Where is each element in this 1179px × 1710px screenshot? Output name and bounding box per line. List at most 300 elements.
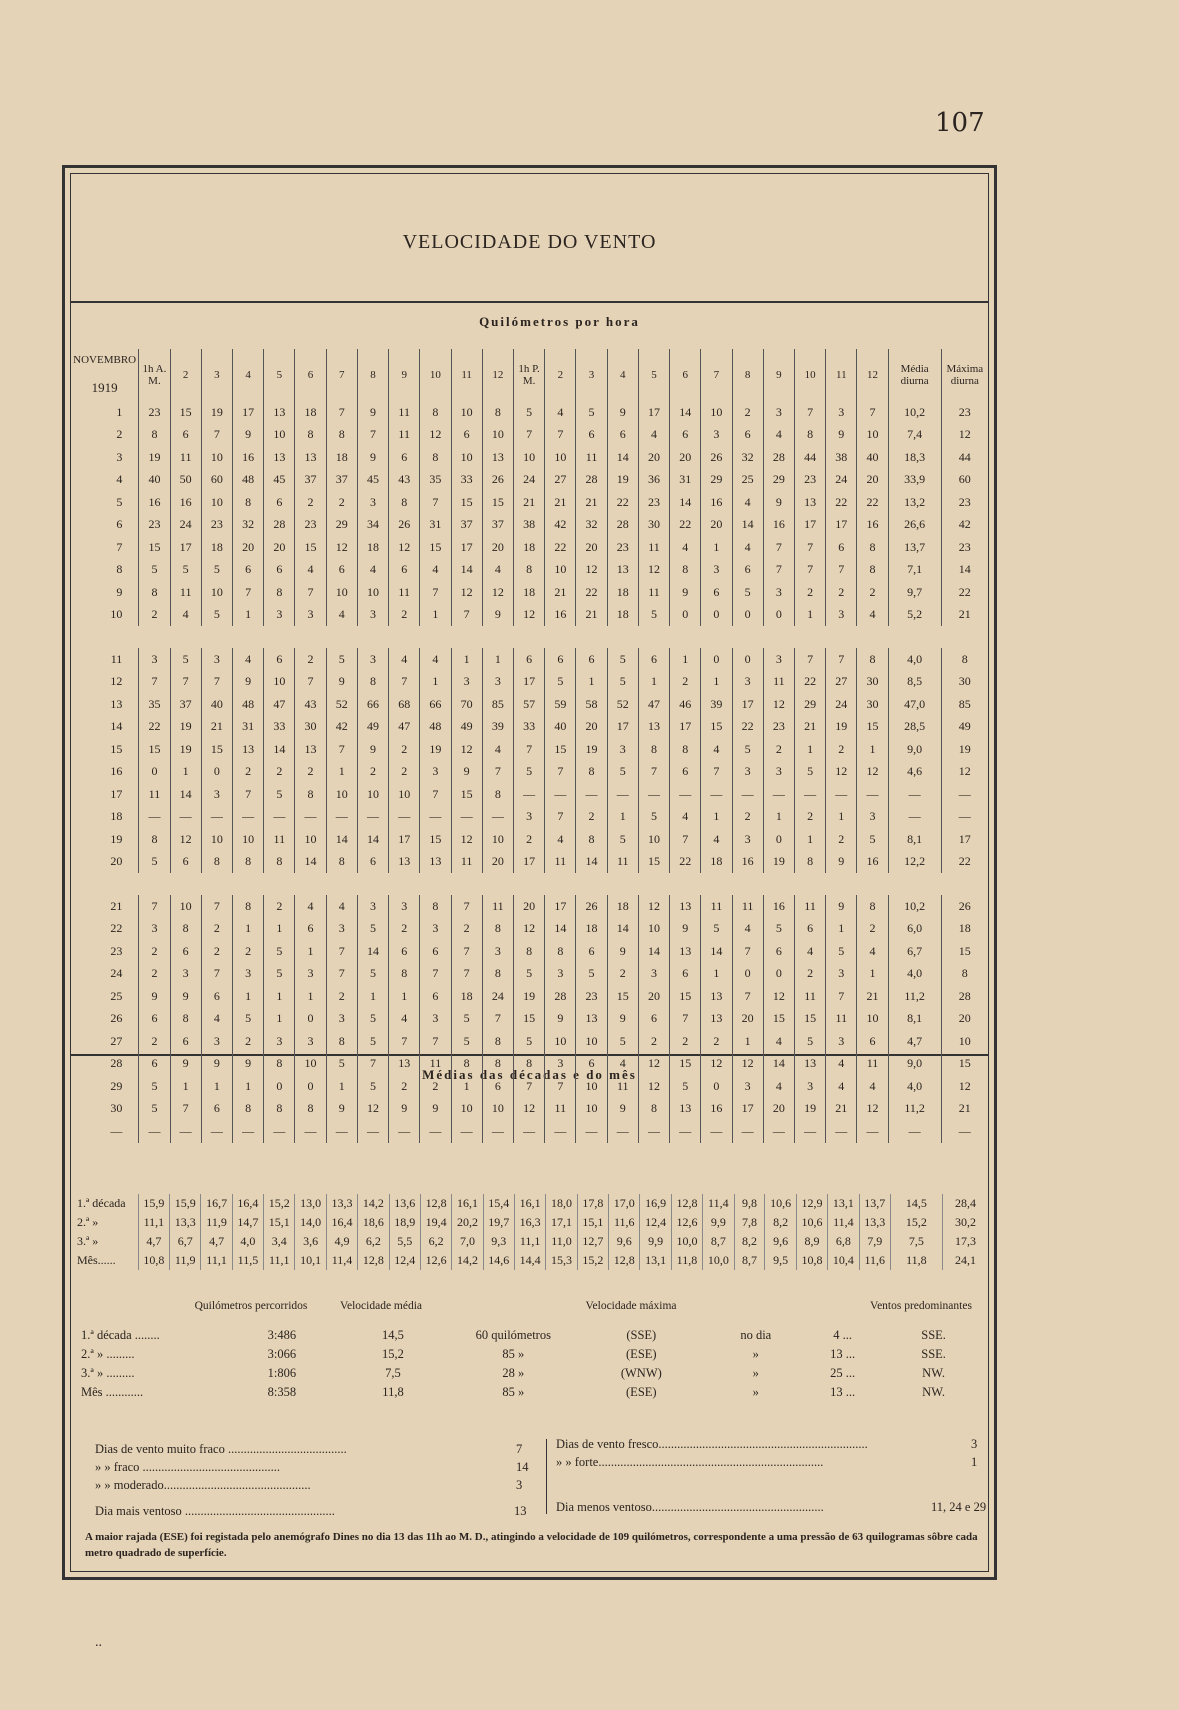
hour-value: 47 — [638, 693, 669, 716]
hour-value: 20 — [264, 536, 295, 559]
hour-value: 31 — [233, 716, 264, 739]
hour-value: 6 — [513, 648, 544, 671]
decade-value: 10,0 — [671, 1232, 702, 1251]
hour-value: 3 — [326, 918, 357, 941]
summary-dia: 13 ... — [830, 1347, 856, 1361]
hour-value: 5 — [139, 559, 170, 582]
hour-value: 13 — [607, 559, 638, 582]
hour-value: 10 — [201, 446, 232, 469]
hour-value: 11 — [389, 581, 420, 604]
hour-value: 7 — [482, 761, 513, 784]
decade-row — [71, 1194, 988, 1213]
hour-value: 1 — [670, 648, 701, 671]
hour-value: 18 — [295, 401, 326, 424]
hour-value: 10 — [576, 1075, 607, 1098]
hour-value: 9 — [607, 1008, 638, 1031]
daily-max: 22 — [941, 851, 988, 874]
hour-value: 9 — [607, 940, 638, 963]
daily-mean: 11,2 — [888, 1098, 941, 1121]
daily-max: 8 — [941, 963, 988, 986]
decade-value: 16,7 — [201, 1194, 232, 1213]
hour-value: — — [451, 806, 482, 829]
hour-value: 9 — [420, 1098, 451, 1121]
hour-value: 19 — [576, 738, 607, 761]
hour-value: 3 — [607, 738, 638, 761]
hour-value: 13 — [701, 985, 732, 1008]
daily-max: 12 — [941, 1075, 988, 1098]
hour-value: 10 — [451, 401, 482, 424]
hour-value: 2 — [389, 604, 420, 627]
hour-value: 27 — [545, 469, 576, 492]
decade-value: 18,0 — [546, 1194, 577, 1213]
daily-max: 49 — [941, 716, 988, 739]
hour-value: 20 — [576, 536, 607, 559]
hour-value: 5 — [607, 828, 638, 851]
hour-value: 8 — [857, 648, 888, 671]
hour-value: 5 — [513, 963, 544, 986]
daily-max: — — [941, 1120, 988, 1143]
hour-value: 4 — [826, 1075, 857, 1098]
hour-value: 22 — [607, 491, 638, 514]
hour-value: 13 — [264, 401, 295, 424]
hour-value: 15 — [545, 738, 576, 761]
hour-value: 37 — [295, 469, 326, 492]
hour-value: 9 — [233, 424, 264, 447]
hour-value: 13 — [576, 1008, 607, 1031]
hour-value: 11 — [638, 581, 669, 604]
hour-value: 1 — [826, 806, 857, 829]
hour-value: 7 — [233, 581, 264, 604]
daily-mean: 10,2 — [888, 895, 941, 918]
decade-value: 9,8 — [734, 1194, 765, 1213]
summary-row — [77, 1364, 988, 1383]
hour-value: 10 — [857, 1008, 888, 1031]
hour-value: 2 — [264, 895, 295, 918]
hour-value: 6 — [576, 1053, 607, 1076]
hour-value: 6 — [670, 761, 701, 784]
day-cell: 8 — [116, 562, 123, 577]
decade-value: 7,8 — [734, 1213, 765, 1232]
hour-value: 3 — [732, 828, 763, 851]
hour-value: 4 — [201, 1008, 232, 1031]
table-row — [71, 559, 988, 582]
hour-value: 7 — [201, 963, 232, 986]
hour-value: 48 — [233, 469, 264, 492]
hour-value: 5 — [513, 1030, 544, 1053]
hour-value: 3 — [763, 581, 794, 604]
hour-value: 1 — [420, 604, 451, 627]
table-row — [71, 491, 988, 514]
hour-value: 15 — [482, 491, 513, 514]
hour-value: 5 — [201, 559, 232, 582]
hour-value: 0 — [763, 963, 794, 986]
hour-value: 5 — [607, 648, 638, 671]
hour-value: 3 — [732, 671, 763, 694]
hour-value: 7 — [513, 1075, 544, 1098]
hour-value: 1 — [357, 985, 388, 1008]
hour-header: 6 — [295, 349, 326, 401]
hour-value: 59 — [545, 693, 576, 716]
table-row — [71, 446, 988, 469]
hour-value: 49 — [357, 716, 388, 739]
hour-value: 6 — [670, 424, 701, 447]
hour-value: 8 — [670, 738, 701, 761]
hour-value: 57 — [513, 693, 544, 716]
hour-value: 5 — [139, 1098, 170, 1121]
hour-value: 23 — [201, 514, 232, 537]
decade-value: 12,9 — [796, 1194, 827, 1213]
hour-value: 14 — [701, 940, 732, 963]
decades-table — [71, 1194, 988, 1270]
daily-max: 23 — [941, 536, 988, 559]
hour-value: 8 — [794, 424, 825, 447]
hour-header: 2 — [170, 349, 201, 401]
hour-value: 2 — [326, 491, 357, 514]
hour-value: 16 — [857, 851, 888, 874]
hour-value: 2 — [264, 761, 295, 784]
decade-value: 12,4 — [640, 1213, 671, 1232]
hour-header: 9 — [389, 349, 420, 401]
summary-km: 8:358 — [267, 1385, 297, 1399]
hour-value: 22 — [670, 851, 701, 874]
table-row — [71, 671, 988, 694]
decade-value: 12,8 — [358, 1251, 389, 1270]
hour-value: 38 — [513, 514, 544, 537]
hour-value: 15 — [670, 985, 701, 1008]
hour-value: 7 — [451, 940, 482, 963]
hour-value: 6 — [857, 1030, 888, 1053]
hour-value: 30 — [857, 671, 888, 694]
table-row — [71, 918, 988, 941]
month-year-header — [71, 349, 139, 401]
decade-value: 9,6 — [609, 1232, 640, 1251]
hour-value: 8 — [264, 581, 295, 604]
hour-value: 16 — [701, 1098, 732, 1121]
forte-label: » » forte........................................................................ — [556, 1455, 824, 1469]
hour-value: 11 — [139, 783, 170, 806]
hour-value: 1 — [857, 963, 888, 986]
hour-value: 37 — [326, 469, 357, 492]
hour-value: 4 — [763, 1030, 794, 1053]
hour-value: 20 — [513, 895, 544, 918]
hour-value: 4 — [607, 1053, 638, 1076]
hour-value: 47 — [389, 716, 420, 739]
hour-value: 33 — [451, 469, 482, 492]
daily-max: 44 — [941, 446, 988, 469]
summary-nodia: » — [752, 1366, 759, 1380]
hour-value: 6 — [638, 648, 669, 671]
hour-value: 85 — [482, 693, 513, 716]
daily-mean: 8,1 — [888, 828, 941, 851]
hour-value: 9 — [607, 401, 638, 424]
hour-value: 2 — [326, 985, 357, 1008]
hour-value: — — [201, 1120, 232, 1143]
hour-value: 8 — [482, 918, 513, 941]
hour-value: 23 — [607, 536, 638, 559]
hour-value: 7 — [201, 895, 232, 918]
decade-value: 16,1 — [452, 1194, 483, 1213]
hour-value: — — [513, 1120, 544, 1143]
hour-value: 8 — [482, 1053, 513, 1076]
hour-value: 7 — [451, 895, 482, 918]
daily-max: 60 — [941, 469, 988, 492]
hour-value: 15 — [513, 1008, 544, 1031]
hour-value: 6 — [170, 851, 201, 874]
hour-value: 6 — [170, 1030, 201, 1053]
hour-value: 35 — [139, 693, 170, 716]
hour-value: 3 — [826, 1030, 857, 1053]
footnote: A maior rajada (ESE) foi registada pelo anemógrafo Dines no dia 13 das 11h ao M. D., atingindo a velocidade de 109 quilómetros, correspondente a uma pressão de 63 quilogramas sôbre cada metro quadrado de superfície. — [85, 1531, 978, 1559]
hour-value: 9 — [357, 401, 388, 424]
hour-value: 6 — [451, 424, 482, 447]
hour-value: 21 — [576, 604, 607, 627]
hour-value: 7 — [389, 671, 420, 694]
hour-value: 8 — [295, 783, 326, 806]
summary-dir: (ESE) — [626, 1347, 657, 1361]
decade-value: 14,6 — [483, 1251, 514, 1270]
hour-value: 5 — [670, 1075, 701, 1098]
hour-value: 6 — [420, 985, 451, 1008]
hour-value: 6 — [139, 1053, 170, 1076]
hour-value: 11 — [545, 1098, 576, 1121]
hour-value: 8 — [513, 1053, 544, 1076]
day-cell: 13 — [110, 696, 123, 711]
hour-value: 22 — [545, 536, 576, 559]
hour-value: 24 — [170, 514, 201, 537]
decade-max: 24,1 — [942, 1251, 988, 1270]
hour-value: 8 — [139, 424, 170, 447]
hour-value: 19 — [794, 1098, 825, 1121]
hour-value: 1 — [451, 1075, 482, 1098]
hour-value: 8 — [420, 446, 451, 469]
hour-value: 4 — [857, 940, 888, 963]
hour-value: 4 — [701, 738, 732, 761]
hour-value: — — [638, 783, 669, 806]
day-cell: 4 — [116, 472, 123, 487]
hour-value: 12 — [638, 1075, 669, 1098]
hour-value: 28 — [763, 446, 794, 469]
hour-value: 48 — [420, 716, 451, 739]
summary-vmax: 85 » — [502, 1385, 525, 1399]
section-heading-kmh: Quilómetros por hora — [479, 314, 640, 329]
decade-value: 15,3 — [546, 1251, 577, 1270]
hour-value: 1 — [233, 604, 264, 627]
hour-value: 14 — [576, 851, 607, 874]
hour-value: 13 — [295, 738, 326, 761]
hour-value: 26 — [482, 469, 513, 492]
max-header: Máxima diurna — [941, 349, 988, 401]
hour-value: 0 — [732, 648, 763, 671]
summary-pred: NW. — [922, 1366, 945, 1380]
hour-value: 22 — [670, 514, 701, 537]
hour-value: 7 — [326, 738, 357, 761]
hour-value: 6 — [576, 648, 607, 671]
hour-value: 5 — [638, 806, 669, 829]
day-cell: 29 — [110, 1078, 123, 1093]
day-cell: 22 — [110, 921, 123, 936]
hour-value: — — [857, 783, 888, 806]
hour-value: 5 — [607, 761, 638, 784]
hour-value: 14 — [607, 446, 638, 469]
hour-value: 3 — [763, 401, 794, 424]
hour-value: 4 — [857, 1075, 888, 1098]
hour-value: — — [763, 783, 794, 806]
hour-value: 8 — [638, 1098, 669, 1121]
hour-value: 3 — [420, 918, 451, 941]
hour-value: 3 — [295, 1030, 326, 1053]
hour-value: 7 — [545, 806, 576, 829]
hour-header: 4 — [233, 349, 264, 401]
hour-value: 30 — [857, 693, 888, 716]
hour-value: 68 — [389, 693, 420, 716]
hour-value: — — [607, 783, 638, 806]
hour-value: 15 — [607, 985, 638, 1008]
hour-value: 15 — [638, 851, 669, 874]
hour-value: 7 — [139, 671, 170, 694]
hour-value: 3 — [451, 671, 482, 694]
hour-value: 7 — [420, 1030, 451, 1053]
hour-value: 7 — [170, 1098, 201, 1121]
mean-header: Média diurna — [888, 349, 941, 401]
summary-label: 1.ª década ........ — [81, 1328, 160, 1342]
hour-value: 9 — [233, 1053, 264, 1076]
daily-max: 15 — [941, 940, 988, 963]
hour-value: 7 — [326, 940, 357, 963]
decade-value: 14,2 — [358, 1194, 389, 1213]
hour-value: 7 — [357, 1053, 388, 1076]
hour-value: 39 — [482, 716, 513, 739]
hour-value: 3 — [794, 1075, 825, 1098]
hour-value: — — [357, 806, 388, 829]
decade-mean: 14,5 — [890, 1194, 942, 1213]
summary-dir: (ESE) — [626, 1385, 657, 1399]
day-cell: 17 — [110, 786, 123, 801]
decade-value: 12,6 — [420, 1251, 451, 1270]
hour-value: 10 — [264, 671, 295, 694]
hour-value: — — [607, 1120, 638, 1143]
table-row — [71, 1008, 988, 1031]
hour-value: 14 — [357, 940, 388, 963]
hour-value: 15 — [451, 783, 482, 806]
hour-header: 5 — [638, 349, 669, 401]
hour-value: 10 — [201, 581, 232, 604]
hour-value: 20 — [482, 851, 513, 874]
hour-header: 3 — [576, 349, 607, 401]
hour-value: 40 — [857, 446, 888, 469]
summary-dia: 25 ... — [830, 1366, 856, 1380]
hour-value: 6 — [545, 648, 576, 671]
hour-value: 17 — [545, 895, 576, 918]
hour-value: 17 — [826, 514, 857, 537]
forte-value: 1 — [971, 1455, 978, 1469]
hour-value: 2 — [139, 940, 170, 963]
hour-value: 0 — [732, 963, 763, 986]
summary-nodia: no dia — [740, 1328, 772, 1342]
hour-value: 0 — [763, 828, 794, 851]
summary-header-mean-speed: Velocidade média — [339, 1300, 423, 1312]
hour-value: 9 — [482, 604, 513, 627]
fraco-label: » » fraco ............................................ — [95, 1460, 281, 1474]
hour-value: 10 — [482, 424, 513, 447]
hour-value: 0 — [701, 1075, 732, 1098]
page-mark: .. — [95, 1635, 102, 1650]
hour-value: 14 — [732, 514, 763, 537]
hour-value: 8 — [857, 536, 888, 559]
hour-value: 3 — [545, 963, 576, 986]
decade-value: 8,7 — [734, 1251, 765, 1270]
hour-value: 45 — [264, 469, 295, 492]
hour-value: 8 — [576, 828, 607, 851]
hour-value: 2 — [201, 918, 232, 941]
hour-value: 0 — [701, 604, 732, 627]
hour-value: 32 — [732, 446, 763, 469]
daily-max: 23 — [941, 491, 988, 514]
hour-value: 12 — [389, 536, 420, 559]
hour-value: 7 — [389, 1030, 420, 1053]
hour-value: 7 — [170, 671, 201, 694]
decade-value: 11,5 — [232, 1251, 263, 1270]
hour-value: 8 — [857, 895, 888, 918]
hour-value: 15 — [420, 828, 451, 851]
decade-value: 14,4 — [514, 1251, 545, 1270]
hour-value: 12 — [357, 1098, 388, 1121]
hour-value: 12 — [451, 828, 482, 851]
decade-value: 18,6 — [358, 1213, 389, 1232]
hour-value: — — [701, 783, 732, 806]
daily-max: 19 — [941, 738, 988, 761]
hour-value: 7 — [295, 671, 326, 694]
hour-value: 7 — [420, 963, 451, 986]
hour-value: 3 — [326, 1008, 357, 1031]
hour-value: 15 — [451, 491, 482, 514]
hour-value: 10 — [482, 828, 513, 851]
hour-value: 30 — [638, 514, 669, 537]
hour-value: 12 — [326, 536, 357, 559]
hour-value: 9 — [451, 761, 482, 784]
summary-header-winds: Ventos predominantes — [870, 1300, 972, 1312]
hour-value: 10 — [701, 401, 732, 424]
hour-value: 7 — [420, 783, 451, 806]
hour-value: 24 — [513, 469, 544, 492]
day-cell: 25 — [110, 988, 123, 1003]
hour-value: 3 — [763, 761, 794, 784]
hour-value: 5 — [201, 604, 232, 627]
hour-value: 2 — [420, 1075, 451, 1098]
hour-value: 20 — [482, 536, 513, 559]
daily-mean: 28,5 — [888, 716, 941, 739]
hour-header: 5 — [264, 349, 295, 401]
hour-value: — — [201, 806, 232, 829]
month-label: NOVEMBRO — [73, 354, 137, 366]
hour-value: — — [794, 783, 825, 806]
daily-mean: 8,1 — [888, 1008, 941, 1031]
summary-vmax: 85 » — [502, 1347, 525, 1361]
decade-value: 9,6 — [765, 1232, 796, 1251]
decade-row — [71, 1251, 988, 1270]
daily-max: 8 — [941, 648, 988, 671]
hour-value: 13 — [295, 446, 326, 469]
hour-value: 8 — [576, 761, 607, 784]
hour-value: 6 — [170, 940, 201, 963]
hour-value: 14 — [638, 940, 669, 963]
table-row — [71, 738, 988, 761]
hour-value: 13 — [264, 446, 295, 469]
daily-mean: 11,2 — [888, 985, 941, 1008]
hour-value: 7 — [794, 536, 825, 559]
decade-value: 16,9 — [640, 1194, 671, 1213]
hour-value: — — [295, 806, 326, 829]
hour-value: 9 — [326, 1098, 357, 1121]
